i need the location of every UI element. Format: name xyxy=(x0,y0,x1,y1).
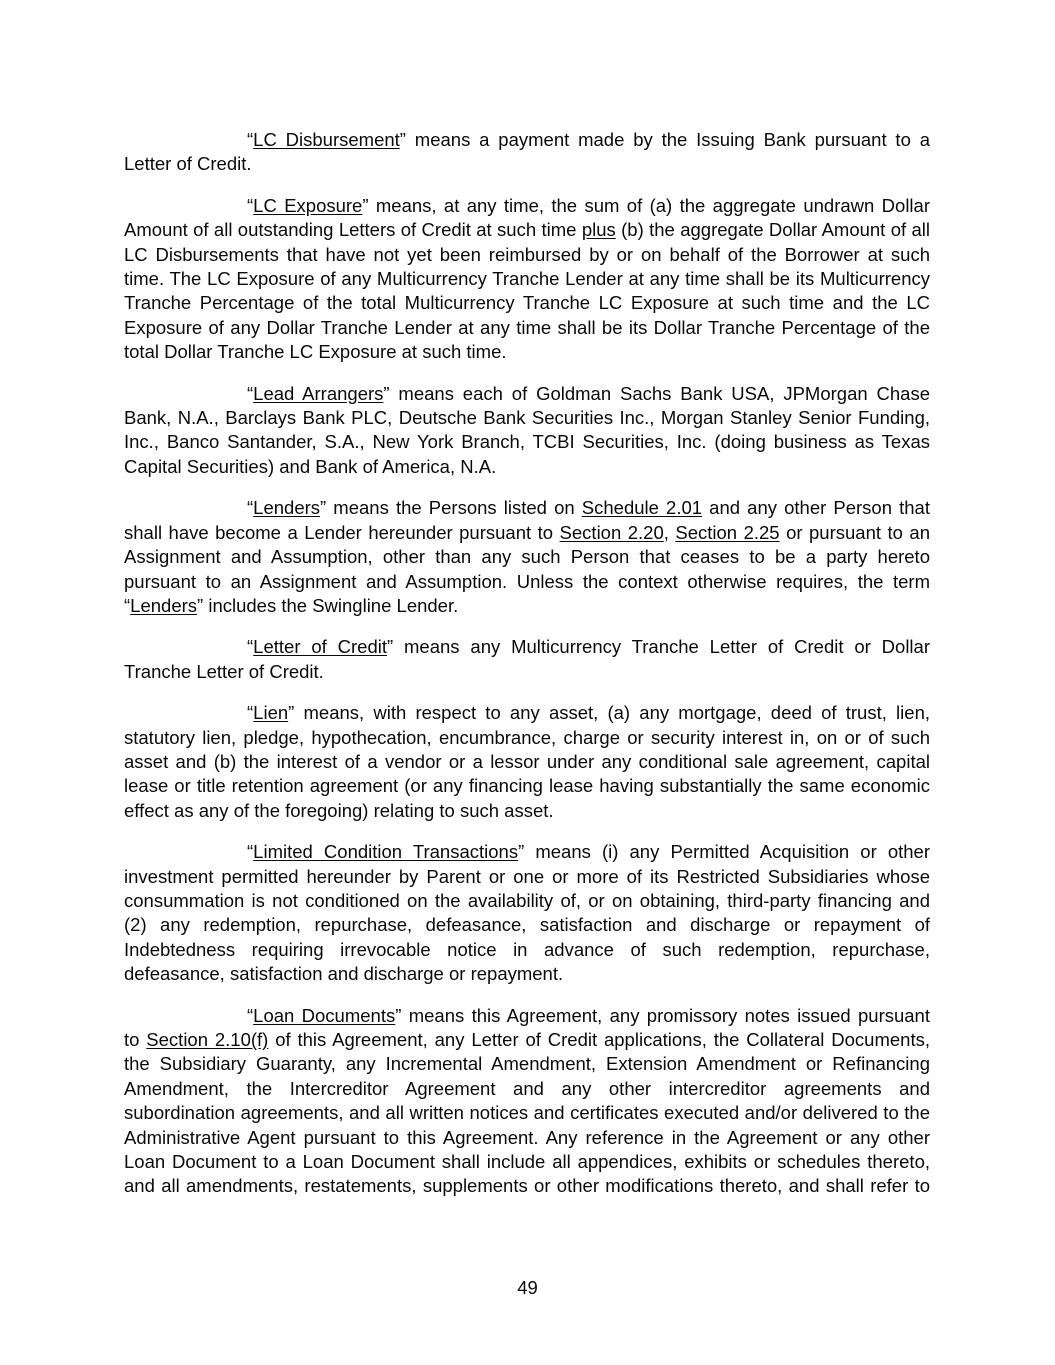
text-run: “ xyxy=(247,702,254,724)
text-run: “ xyxy=(247,497,254,519)
text-run: “ xyxy=(247,129,254,150)
paragraph-lead-arrangers xyxy=(124,382,930,480)
text-run: “ xyxy=(247,194,254,216)
text-run: and any other Person that shall have become a Lender hereunder pursuant to xyxy=(124,497,930,543)
defined-term: Lenders xyxy=(130,594,198,616)
defined-term: plus xyxy=(581,219,616,241)
defined-term: LC Exposure xyxy=(253,194,363,216)
defined-term: Letter of Credit xyxy=(253,636,387,658)
paragraph-lien xyxy=(124,701,930,823)
text-run: ” means this Agreement, any promissory notes issued pursuant to xyxy=(124,1004,930,1050)
text-run: ” means, at any time, the sum of (a) the aggregate undrawn Dollar Amount of all outstanding Letters of Credit at such time xyxy=(124,194,930,241)
paragraph-limited-condition-transactions xyxy=(124,840,930,986)
text-run: ” means any Multicurrency Tranche Letter of Credit or Dollar Tranche Letter of Credit. xyxy=(124,636,930,682)
defined-term: Section 2.10(f) xyxy=(146,1029,269,1050)
text-run: or pursuant to an Assignment and Assumption, other than any such Person that ceases to be a party hereto pursuant to an Assignment and Assumption. Unless the context otherwise requires, the term “ xyxy=(124,521,930,616)
paragraph-lenders xyxy=(124,496,930,618)
defined-term: Schedule 2.01 xyxy=(581,497,703,519)
defined-term: Lenders xyxy=(253,497,321,519)
text-run: “ xyxy=(247,382,254,404)
paragraph-letter-of-credit xyxy=(124,635,930,684)
defined-term: Lien xyxy=(253,702,289,724)
text-run: (b) the aggregate Dollar Amount of all LC Disbursements that have not yet been reimbursed by or on behalf of the Borrower at such time. The LC Exposure of any Multicurrency Tranche Lender at any time shall be its Multicurrency Tranche Percentage of the total Multicurrency Tranche LC Exposure at such time and the LC Exposure of any Dollar Tranche Lender at any time shall be its Dollar Tranche Percentage of the total Dollar Tranche LC Exposure at such time. xyxy=(124,219,930,363)
text-run: ” means a payment made by the Issuing Bank pursuant to a Letter of Credit. xyxy=(124,129,930,175)
document-body xyxy=(124,128,930,1216)
text-run: “ xyxy=(247,636,254,658)
paragraph-loan-documents xyxy=(124,1004,930,1199)
defined-term: Section 2.25 xyxy=(675,521,780,543)
defined-term: Lead Arrangers xyxy=(253,382,384,404)
text-run: “ xyxy=(247,1004,254,1026)
text-run: ” means (i) any Permitted Acquisition or other investment permitted hereunder by Parent or one or more of its Restricted Subsidiaries whose consummation is not conditioned on the availability of, or on obtaining, third-party financing and (2) any redemption, repurchase, defeasance, satisfaction and discharge or repayment of Indebtedness requiring irrevocable notice in advance of such redemption, repurchase, defeasance, satisfaction and discharge or repayment. xyxy=(124,841,931,985)
text-run: ” means, with respect to any asset, (a) any mortgage, deed of trust, lien, statutory lien, pledge, hypothecation, encumbrance, charge or security interest in, on or of such asset and (b) the interest of a vendor or a lessor under any conditional sale agreement, capital lease or title retention agreement (or any financing lease having substantially the same economic effect as any of the foregoing) relating to such asset. xyxy=(124,702,930,821)
text-run: “ xyxy=(247,841,254,863)
text-run: ” means each of Goldman Sachs Bank USA, JPMorgan Chase Bank, N.A., Barclays Bank PLC, Deutsche Bank Securities Inc., Morgan Stanley Senior Funding, Inc., Banco Santander, S.A., New York Branch, TCBI Securities, Inc. (doing business as Texas Capital Securities) and Bank of America, N.A. xyxy=(124,382,930,477)
text-run: of this Agreement, any Letter of Credit applications, the Collateral Documents, the Subsidiary Guaranty, any Incremental Amendment, Extension Amendment or Refinancing Amendment, the Intercreditor Agreement and any other intercreditor agreements and subordination agreements, and all written notices and certificates executed and/or delivered to the Administrative Agent pursuant to this Agreement. Any reference in the Agreement or any other Loan Document to a Loan Document shall include all appendices, exhibits or schedules thereto, and all amendments, restatements, supplements or other modifications thereto, and shall refer to xyxy=(124,1029,930,1197)
defined-term: LC Disbursement xyxy=(253,129,400,150)
defined-term: Limited Condition Transactions xyxy=(253,841,519,863)
text-run: ” includes the Swingline Lender. xyxy=(197,594,459,616)
paragraph-lc-disbursement xyxy=(124,128,930,177)
text-run: ” means the Persons listed on xyxy=(320,497,582,519)
defined-term: Loan Documents xyxy=(253,1004,396,1026)
text-run: , xyxy=(663,521,676,543)
page-number: 49 xyxy=(517,1277,538,1298)
paragraph-lc-exposure xyxy=(124,194,930,365)
defined-term: Section 2.20 xyxy=(559,521,664,543)
